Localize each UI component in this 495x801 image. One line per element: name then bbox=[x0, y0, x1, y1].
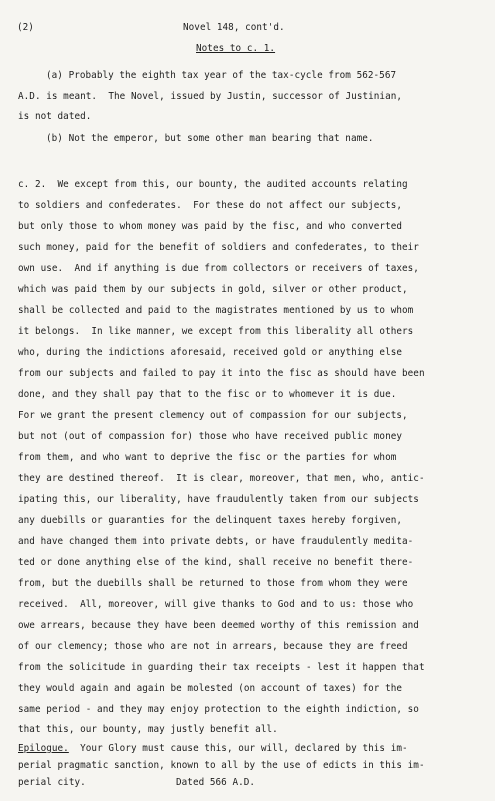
chapter-2-line: received. All, moreover, will give thanks to God and to us: those who bbox=[18, 599, 414, 610]
note-a-line: is not dated. bbox=[18, 111, 92, 122]
chapter-2-line: own use. And if anything is due from collectors or receivers of taxes, bbox=[18, 263, 419, 274]
epilogue-text: Your Glory must cause this, our will, declared by this im- bbox=[68, 743, 408, 754]
chapter-2-line: who, during the indictions aforesaid, received gold or anything else bbox=[18, 347, 403, 358]
chapter-2-line: owe arrears, because they have been deemed worthy of this remission and bbox=[18, 620, 419, 631]
chapter-2-line: any duebills or guaranties for the delinquent taxes hereby forgiven, bbox=[18, 515, 403, 526]
chapter-2-line: For we grant the present clemency out of compassion for our subjects, bbox=[18, 410, 408, 421]
epilogue-label: Epilogue. bbox=[18, 743, 69, 754]
page-number: (2) bbox=[17, 22, 34, 33]
chapter-2-line: shall be collected and paid to the magistrates mentioned by us to whom bbox=[18, 305, 414, 316]
chapter-2-line: but only those to whom money was paid by the fisc, and who converted bbox=[18, 221, 403, 232]
chapter-2-line: that this, our bounty, may justly benefit all. bbox=[18, 724, 278, 735]
chapter-2-line: but not (out of compassion for) those who have received public money bbox=[18, 431, 403, 442]
note-b-line: (b) Not the emperor, but some other man bearing that name. bbox=[46, 133, 374, 144]
chapter-2-line: from the solicitude in guarding their tax receipts - lest it happen that bbox=[18, 662, 425, 673]
chapter-2-line: they are destined thereof. It is clear, moreover, that men, who, antic- bbox=[18, 473, 425, 484]
epilogue-line: perial city. bbox=[18, 777, 86, 788]
chapter-2-line: from them, and who want to deprive the fisc or the parties for whom bbox=[18, 452, 397, 463]
epilogue-line: perial pragmatic sanction, known to all by the use of edicts in this im- bbox=[18, 760, 425, 771]
chapter-2-line: it belongs. In like manner, we except from this liberality all others bbox=[18, 326, 414, 337]
note-a-line: (a) Probably the eighth tax year of the tax-cycle from 562-567 bbox=[46, 70, 397, 81]
date-line: Dated 566 A.D. bbox=[176, 777, 256, 788]
chapter-2-line: and have changed them into private debts, or have fraudulently medita- bbox=[18, 536, 414, 547]
chapter-2-line: to soldiers and confederates. For these do not affect our subjects, bbox=[18, 200, 403, 211]
notes-heading: Notes to c. 1. bbox=[196, 43, 276, 54]
note-a-line: A.D. is meant. The Novel, issued by Justin, successor of Justinian, bbox=[18, 91, 403, 102]
chapter-2-line: from our subjects and failed to pay it into the fisc as should have been bbox=[18, 368, 425, 379]
page-title: Novel 148, cont'd. bbox=[183, 22, 285, 33]
chapter-2-line: done, and they shall pay that to the fisc or to whomever it is due. bbox=[18, 389, 397, 400]
chapter-2-line: ipating this, our liberality, have fraudulently taken from our subjects bbox=[18, 494, 419, 505]
chapter-2-line: ted or done anything else of the kind, shall receive no benefit there- bbox=[18, 557, 414, 568]
chapter-2-line: they would again and again be molested (on account of taxes) for the bbox=[18, 683, 403, 694]
chapter-2-line: such money, paid for the benefit of soldiers and confederates, to their bbox=[18, 242, 419, 253]
chapter-2-line: c. 2. We except from this, our bounty, the audited accounts relating bbox=[18, 179, 408, 190]
chapter-2-line: of our clemency; those who are not in arrears, because they are freed bbox=[18, 641, 408, 652]
epilogue-line bbox=[18, 744, 408, 753]
chapter-2-line: same period - and they may enjoy protection to the eighth indiction, so bbox=[18, 704, 419, 715]
chapter-2-line: which was paid them by our subjects in gold, silver or other product, bbox=[18, 284, 408, 295]
chapter-2-line: from, but the duebills shall be returned to those from whom they were bbox=[18, 578, 408, 589]
